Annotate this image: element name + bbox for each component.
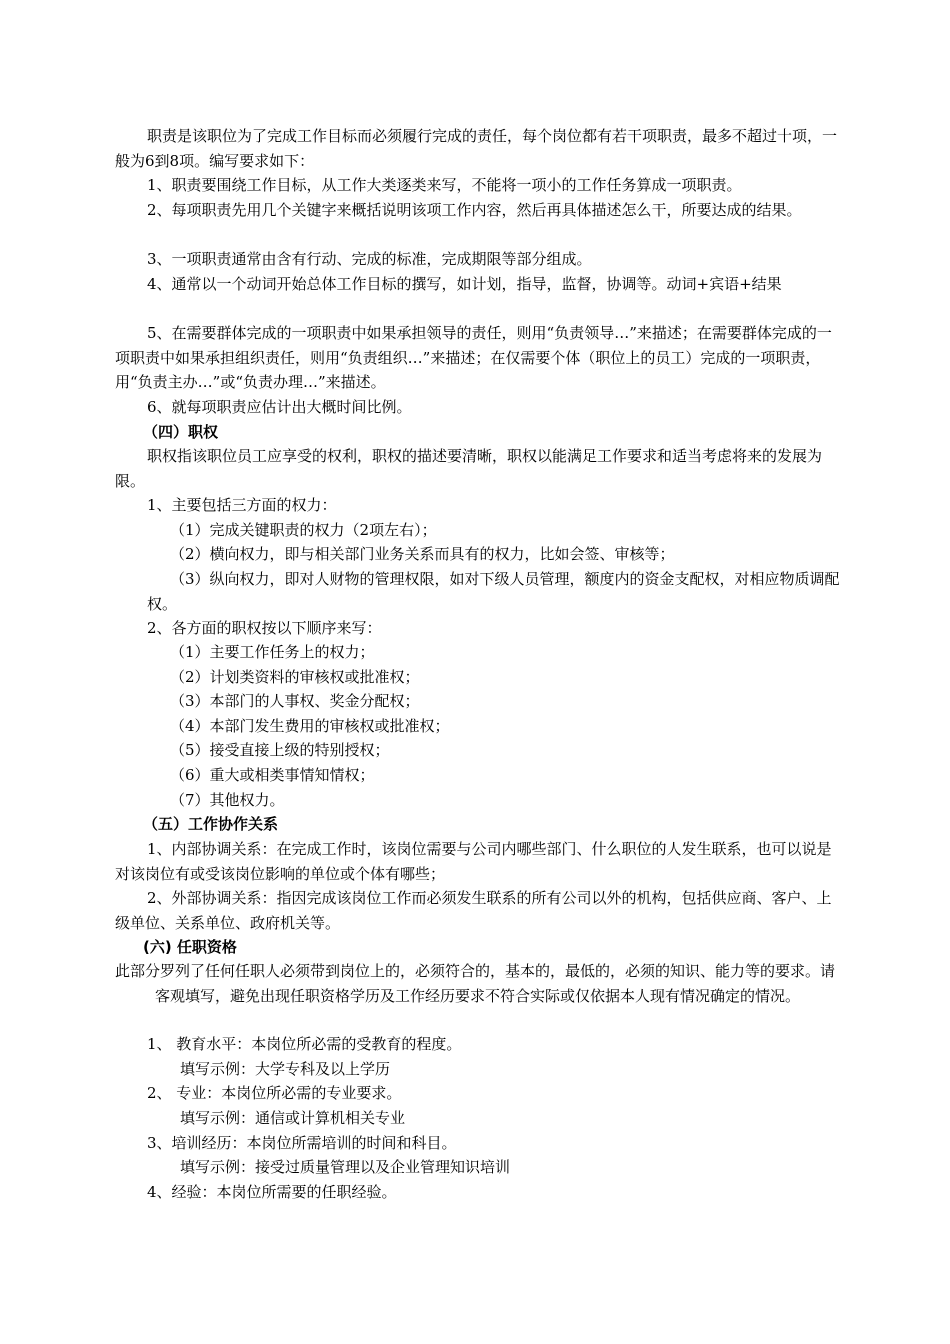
section-heading-collaboration: （五）工作协作关系 — [143, 815, 279, 833]
duty-rule-2: 2、每项职责先用几个关键字来概括说明该项工作内容，然后再具体描述怎么干，所要达成的结果。 — [147, 201, 802, 219]
qualification-experience: 4、经验：本岗位所需要的任职经验。 — [147, 1183, 397, 1201]
authority-item-1: （1）完成关键职责的权力（2项左右）； — [170, 521, 437, 539]
section-heading-authority: （四）职权 — [143, 423, 219, 441]
duty-rule-5: 5、在需要群体完成的一项职责中如果承担领导的责任，则用“负责领导…”来描述；在需要群体完成的一项职责中如果承担组织责任，则用“负责组织…”来描述；在仅需要个体（职位上的员工）完成的一项职责，用“负责主办…”或“负责办理…”来描述。 — [115, 324, 832, 391]
authority-rule-1: 1、主要包括三方面的权力： — [147, 496, 337, 514]
qualification-major: 2、 专业：本岗位所必需的专业要求。 — [147, 1084, 402, 1102]
order-item-5: （5）接受直接上级的特别授权； — [170, 741, 390, 759]
training-example: 填写示例：接受过质量管理以及企业管理知识培训 — [180, 1158, 511, 1176]
order-item-1: （1）主要工作任务上的权力； — [170, 643, 375, 661]
order-item-4: （4）本部门发生费用的审核权或批准权； — [170, 717, 450, 735]
order-item-3: （3）本部门的人事权、奖金分配权； — [170, 692, 420, 710]
qualifications-intro: 此部分罗列了任何任职人必须带到岗位上的，必须符合的，基本的，最低的，必须的知识、能力等的要求。请客观填写，避免出现任职资格学历及工作经历要求不符合实际或仅依据本人现有情况确定的情况。 — [115, 962, 836, 1005]
qualification-education: 1、 教育水平：本岗位所必需的受教育的程度。 — [147, 1035, 462, 1053]
major-example: 填写示例：通信或计算机相关专业 — [180, 1109, 406, 1127]
collaboration-internal: 1、内部协调关系：在完成工作时，该岗位需要与公司内哪些部门、什么职位的人发生联系，也可以说是对该岗位有或受该岗位影响的单位或个体有哪些； — [115, 840, 832, 883]
duty-rule-3: 3、一项职责通常由含有行动、完成的标准，完成期限等部分组成。 — [147, 250, 592, 268]
duty-rule-1: 1、职责要围绕工作目标，从工作大类逐类来写，不能将一项小的工作任务算成一项职责。 — [147, 176, 742, 194]
education-example: 填写示例：大学专科及以上学历 — [180, 1060, 391, 1078]
collaboration-external: 2、外部协调关系：指因完成该岗位工作而必须发生联系的所有公司以外的机构，包括供应商、客户、上级单位、关系单位、政府机关等。 — [115, 889, 832, 932]
duties-intro: 职责是该职位为了完成工作目标而必须履行完成的责任，每个岗位都有若干项职责，最多不超过十项，一般为6到8项。编写要求如下： — [115, 127, 838, 170]
order-item-6: （6）重大或相类事情知情权； — [170, 766, 375, 784]
duty-rule-4: 4、通常以一个动词开始总体工作目标的撰写，如计划，指导，监督，协调等。动词+宾语+结果 — [147, 275, 782, 293]
authority-item-2: （2）横向权力，即与相关部门业务关系而具有的权力，比如会签、审核等； — [170, 545, 675, 563]
authority-intro: 职权指该职位员工应享受的权利，职权的描述要清晰，职权以能满足工作要求和适当考虑将来的发展为限。 — [115, 447, 823, 490]
duty-rule-6: 6、就每项职责应估计出大概时间比例。 — [147, 398, 412, 416]
order-item-7: （7）其他权力。 — [170, 791, 285, 809]
qualification-training: 3、培训经历：本岗位所需培训的时间和科目。 — [147, 1134, 457, 1152]
authority-rule-2: 2、各方面的职权按以下顺序来写： — [147, 619, 382, 637]
order-item-2: （2）计划类资料的审核权或批准权； — [170, 668, 420, 686]
section-heading-qualifications: (六) 任职资格 — [143, 938, 237, 956]
authority-item-3: （3）纵向权力，即对人财物的管理权限，如对下级人员管理，额度内的资金支配权，对相应物质调配权。 — [147, 570, 840, 613]
